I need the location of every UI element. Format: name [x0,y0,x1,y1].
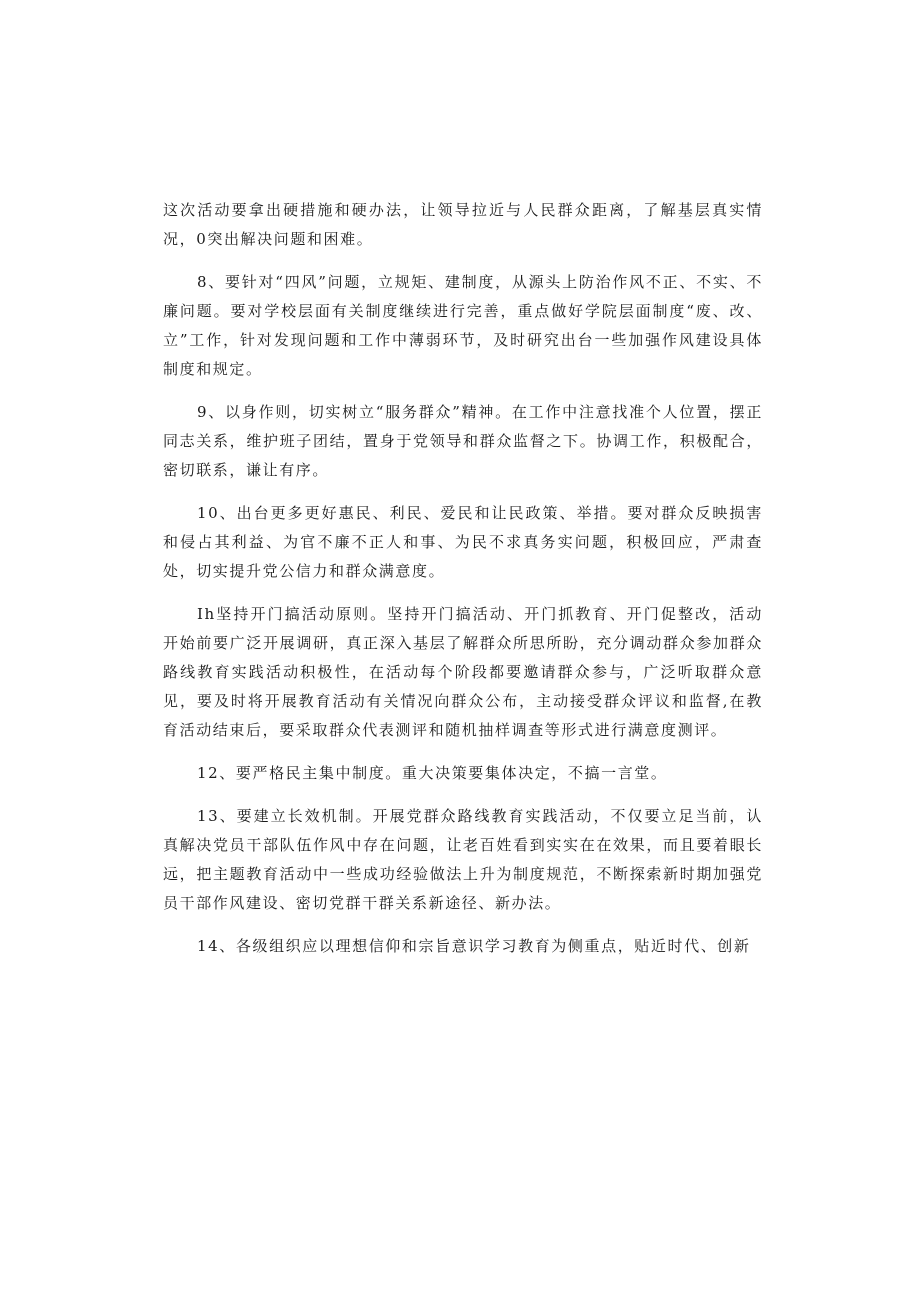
paragraph-intro: 这次活动要拿出硬措施和硬办法，让领导拉近与人民群众距离，了解基层真实情况，0突出解决问题和困难。 [163,201,763,248]
paragraph-item-9: 9、以身作则，切实树立“服务群众”精神。在工作中注意找准个人位置，摆正同志关系，维护班子团结，置身于党领导和群众监督之下。协调工作，积极配合，密切联系，谦让有序。 [163,403,763,479]
paragraph-item-12: 12、要严格民主集中制度。重大决策要集体决定，不搞一言堂。 [197,764,668,782]
paragraph-item-13: 13、要建立长效机制。开展党群众路线教育实践活动，不仅要立足当前，认真解决党员干部队伍作风中存在问题，让老百姓看到实实在在效果，而且要着眼长远，把主题教育活动中一些成功经验做法上升为制度规范，不断探索新时期加强党员干部作风建设、密切党群干群关系新途径、新办法。 [163,807,763,912]
paragraph-item-14: 14、各级组织应以理想信仰和宗旨意识学习教育为侧重点，贴近时代、创新 [197,937,751,955]
paragraph-item-11: Ih坚持开门搞活动原则。坚持开门搞活动、开门抓教育、开门促整改，活动开始前要广泛开展调研，真正深入基层了解群众所思所盼，充分调动群众参加群众路线教育实践活动积极性，在活动每个阶段都要邀请群众参与，广泛听取群众意见，要及时将开展教育活动有关情况向群众公布，主动接受群众评议和监督,在教育活动结束后，要采取群众代表测评和随机抽样调查等形式进行满意度测评。 [163,605,763,739]
document-body [163,196,763,961]
paragraph-item-10: 10、出台更多更好惠民、利民、爱民和让民政策、举措。要对群众反映损害和侵占其利益、为官不廉不正人和事、为民不求真务实问题，积极回应，严肃查处，切实提升党公信力和群众满意度。 [163,504,763,580]
paragraph-item-8: 8、要针对“四风”问题，立规矩、建制度，从源头上防治作风不正、不实、不廉问题。要对学校层面有关制度继续进行完善，重点做好学院层面制度“废、改、立”工作，针对发现问题和工作中薄弱环节，及时研究出台一些加强作风建设具体制度和规定。 [163,273,763,378]
